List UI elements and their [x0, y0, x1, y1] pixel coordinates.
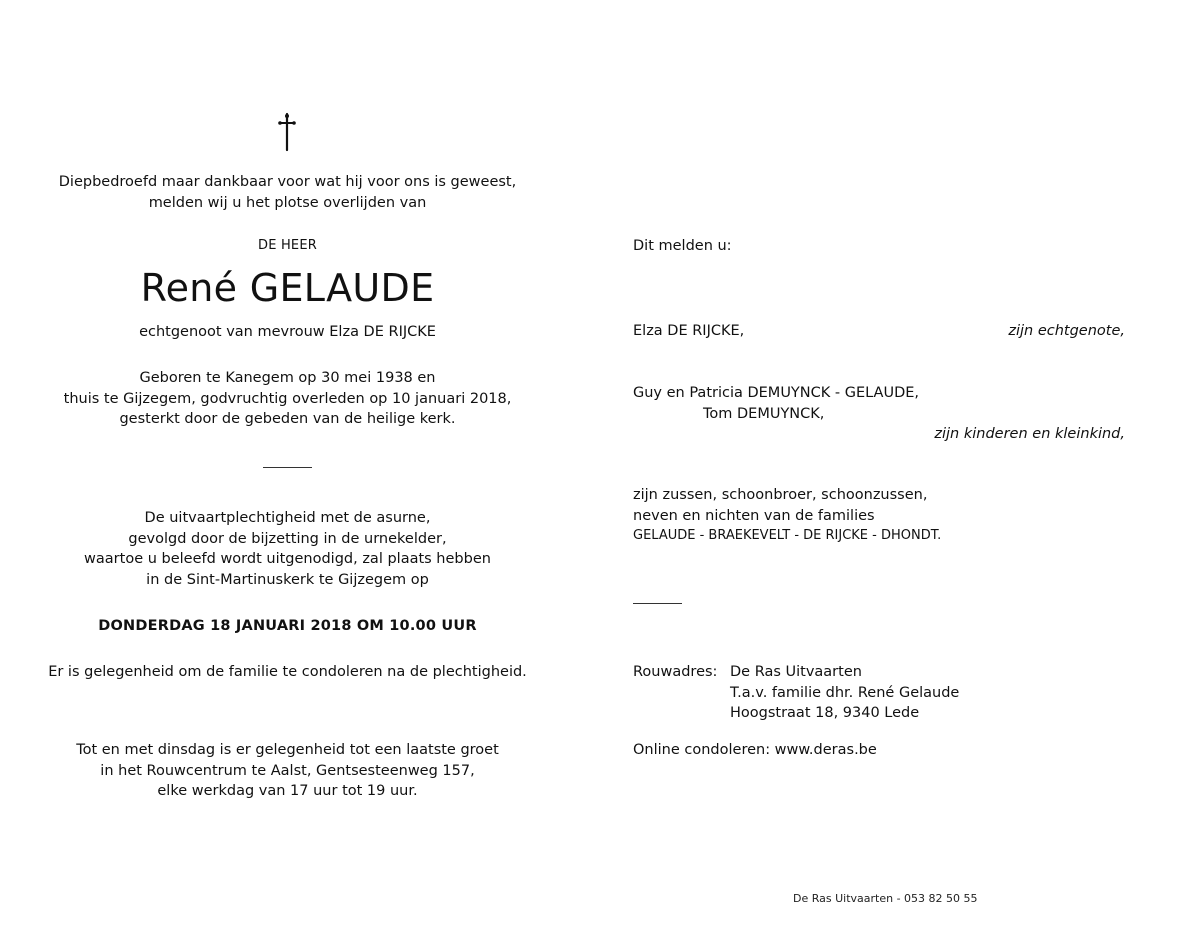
- deceased-name: René GELAUDE: [140, 266, 435, 310]
- address-lines: De Ras Uitvaarten T.a.v. familie dhr. René Gelaude Hoogstraat 18, 9340 Lede: [730, 664, 960, 721]
- spouse-role: zijn echtgenote,: [1008, 323, 1125, 339]
- left-column: [30, 0, 545, 947]
- online-condolence: Online condoleren: www.deras.be: [633, 742, 877, 758]
- spouse-line: echtgenoot van mevrouw Elza DE RIJCKE: [139, 324, 436, 340]
- footer-contact: De Ras Uitvaarten - 053 82 50 55: [793, 892, 978, 905]
- cross-icon: [272, 112, 302, 152]
- children-role: zijn kinderen en kleinkind,: [934, 426, 1125, 442]
- family-block: zijn zussen, schoonbroer, schoonzussen, neven en nichten van de families GELAUDE - BRAEKEVELT - DE RIJCKE - DHONDT.: [633, 485, 1125, 547]
- children-line-1: Guy en Patricia DEMUYNCK - GELAUDE,: [633, 385, 919, 401]
- spouse-name: Elza DE RIJCKE,: [633, 323, 745, 339]
- separator-line: [633, 603, 682, 604]
- birth-death-text: Geboren te Kanegem op 30 mei 1938 en thuis te Gijzegem, godvruchtig overleden op 10 januari 2018, gesterkt door de gebeden van de heilige kerk.: [63, 370, 512, 427]
- intro-text: Diepbedroefd maar dankbaar voor wat hij voor ons is geweest, melden wij u het plotse overlijden van: [58, 174, 517, 211]
- children-block: [633, 383, 1125, 445]
- visitation-text: Tot en met dinsdag is er gelegenheid tot een laatste groet in het Rouwcentrum te Aalst, Gentsesteenweg 157, elke werkdag van 17 uur tot 19 uur.: [76, 742, 499, 799]
- address-label: Rouwadres:: [633, 664, 718, 680]
- condolence-text: Er is gelegenheid om de familie te condoleren na de plechtigheid.: [48, 664, 527, 680]
- right-column: [633, 0, 1125, 947]
- ceremony-text: De uitvaartplechtigheid met de asurne, gevolgd door de bijzetting in de urnekelder, waartoe u beleefd wordt uitgenodigd, zal plaats hebben in de Sint-Martinuskerk te Gijzegem op: [84, 510, 491, 588]
- family-names: GELAUDE - BRAEKEVELT - DE RIJCKE - DHONDT.: [633, 528, 942, 543]
- honorific: DE HEER: [258, 238, 317, 253]
- ceremony-date: DONDERDAG 18 JANUARI 2018 OM 10.00 UUR: [98, 618, 477, 634]
- children-line-2: Tom DEMUYNCK,: [703, 405, 825, 422]
- separator-line: [263, 467, 312, 468]
- announcement-heading: Dit melden u:: [633, 238, 732, 254]
